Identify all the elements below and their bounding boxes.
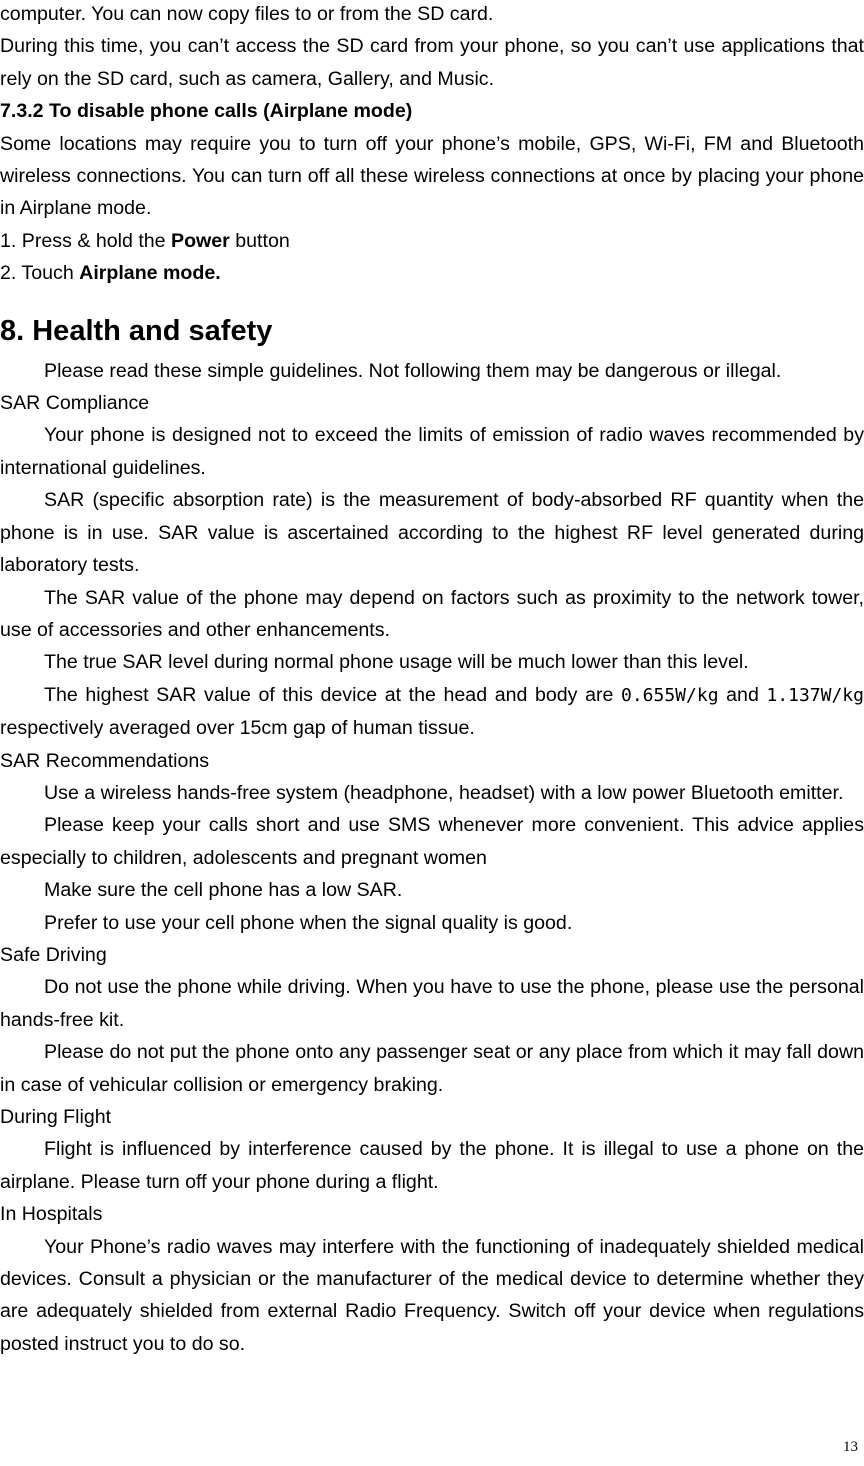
list-item: [0, 1231, 864, 1361]
list-item-text: Please do not put the phone onto any passenger seat or any place from which it may fall down in case of vehicular collision or emergency braking.: [0, 1041, 864, 1096]
list-item: [0, 971, 864, 1036]
list-item: [0, 874, 864, 906]
list-item: [0, 419, 864, 484]
airplane-paragraph: Some locations may require you to turn off your phone’s mobile, GPS, Wi-Fi, FM and Bluetooth wireless connections. You can turn off all these wireless connections at once by placing your phone in Airplane mode.: [0, 132, 864, 220]
list-item-text: Prefer to use your cell phone when the signal quality is good.: [44, 911, 573, 934]
list-item: [0, 907, 864, 939]
list-item-text: The true SAR level during normal phone usage will be much lower than this level.: [44, 651, 749, 674]
list-item-text: Make sure the cell phone has a low SAR.: [44, 879, 403, 902]
list-item: [0, 646, 864, 678]
step-1: [0, 225, 864, 257]
list-item-text: Use a wireless hands-free system (headphone, headset) with a low power Bluetooth emitter.: [44, 781, 844, 804]
list-item: [0, 809, 864, 874]
sar-head-value: 0.655W/kg: [621, 684, 719, 706]
list-item-text: Do not use the phone while driving. When you have to use the phone, please use the personal hands-free kit.: [0, 976, 864, 1031]
sar-body-value: 1.137W/kg: [766, 684, 864, 706]
list-item-sar-values: [0, 679, 864, 745]
list-item-text: Your Phone’s radio waves may interfere with the functioning of inadequately shielded medical devices. Consult a physician or the manufacturer of the medical device to determine whether they are adequately shielded from external Radio Frequency. Switch off your device when regulations posted instruct you to do so.: [0, 1235, 864, 1355]
list-item-text: The SAR value of the phone may depend on factors such as proximity to the network tower, use of accessories and other enhancements.: [0, 586, 864, 641]
safe-driving-title: Safe Driving: [0, 943, 107, 966]
list-item: [0, 1036, 864, 1101]
in-hospitals-title: In Hospitals: [0, 1203, 103, 1226]
list-item-text: Your phone is designed not to exceed the limits of emission of radio waves recommended by international guidelines.: [0, 424, 864, 479]
step-2-bold: Airplane mode.: [79, 262, 221, 285]
list-item-text: Flight is influenced by interference caused by the phone. It is illegal to use a phone on the airplane. Please turn off your phone during a flight.: [0, 1138, 864, 1193]
sar-values-mid: and: [718, 683, 767, 706]
step-1-bold: Power: [171, 229, 230, 252]
during-flight-title: During Flight: [0, 1106, 112, 1128]
step-2: [0, 257, 864, 289]
sar-values-suffix: respectively averaged over 15cm gap of human tissue.: [0, 717, 475, 740]
subsection-heading: 7.3.2 To disable phone calls (Airplane mode): [0, 100, 413, 123]
list-item: [0, 484, 864, 581]
sar-recommendations-title: SAR Recommendations: [0, 749, 210, 772]
list-item: [0, 777, 864, 809]
sar-compliance-title: SAR Compliance: [0, 392, 150, 415]
list-item: [0, 1133, 864, 1198]
section-heading: 8. Health and safety: [0, 314, 273, 347]
list-item-text: Please keep your calls short and use SMS whenever more convenient. This advice applies especially to children, adolescents and pregnant women: [0, 814, 864, 869]
sd-paragraph: During this time, you can’t access the SD card from your phone, so you can’t use applications that rely on the SD card, such as camera, Gallery, and Music.: [0, 35, 864, 90]
page-number: 13: [843, 1439, 858, 1455]
sar-values-prefix: The highest SAR value of this device at the head and body are: [44, 683, 621, 706]
step-2-prefix: 2. Touch: [0, 262, 80, 285]
step-1-suffix: button: [229, 229, 290, 252]
section-intro: Please read these simple guidelines. Not following them may be dangerous or illegal.: [44, 359, 782, 382]
list-item-text: SAR (specific absorption rate) is the measurement of body-absorbed RF quantity when the phone is in use. SAR value is ascertained according to the highest RF level generated during laboratory tests.: [0, 489, 864, 577]
sd-paragraph-continued: computer. You can now copy files to or from the SD card.: [0, 3, 494, 25]
step-1-prefix: 1. Press & hold the: [0, 229, 171, 252]
list-item: [0, 582, 864, 647]
